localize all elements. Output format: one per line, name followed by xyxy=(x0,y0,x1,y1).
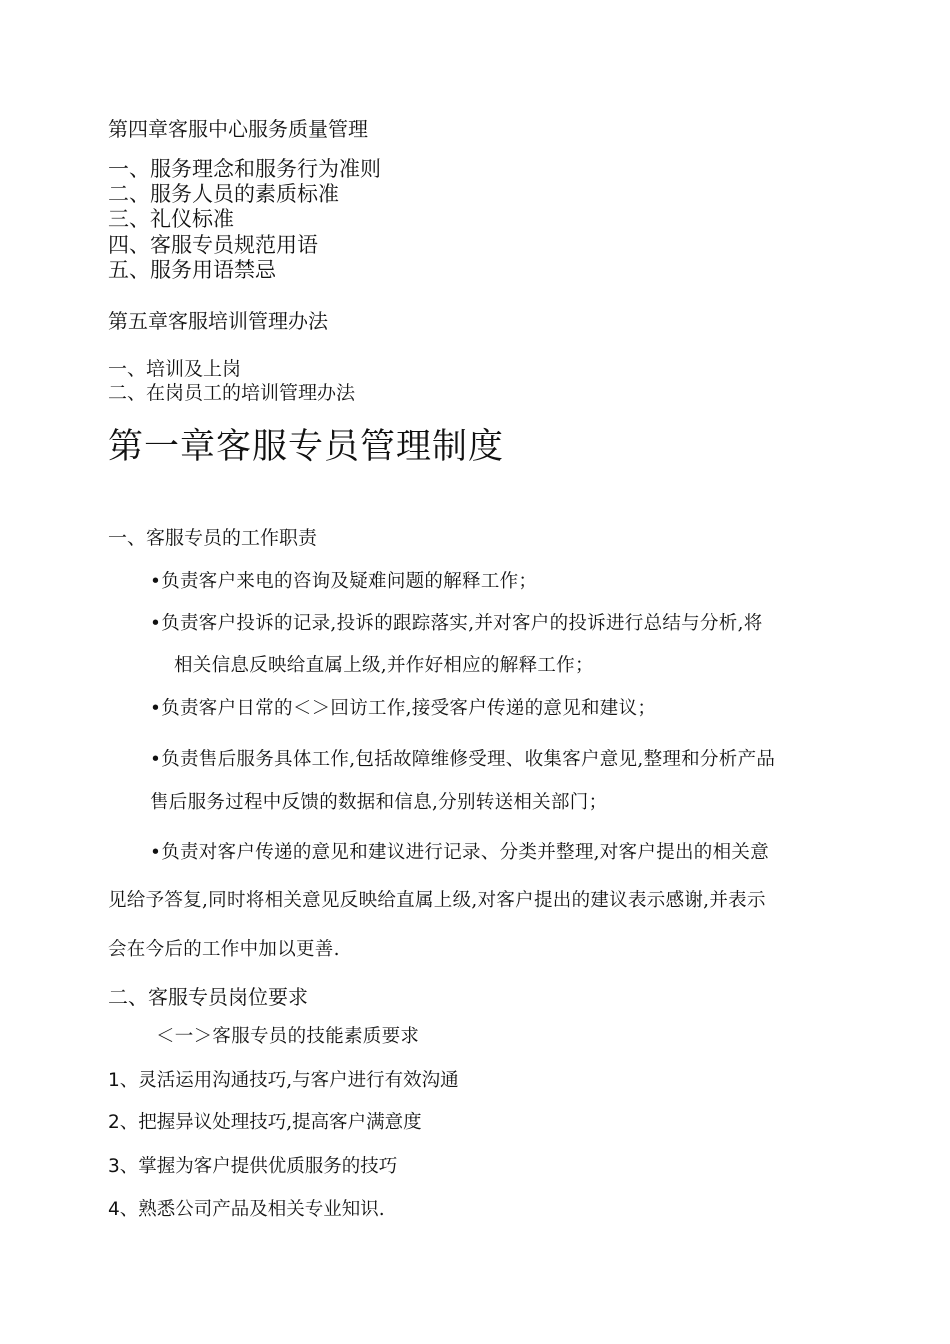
item-text: 、把握异议处理技巧,提高客户满意度 xyxy=(119,1112,422,1133)
toc-item: 二、在岗员工的培训管理办法 xyxy=(108,382,356,404)
toc-item: 三、礼仪标准 xyxy=(108,207,234,231)
duty-line: 会在今后的工作中加以更善. xyxy=(108,939,340,960)
section-heading: 一、客服专员的工作职责 xyxy=(108,527,318,549)
toc-chapter-4: 第四章客服中心服务质量管理 xyxy=(108,117,368,141)
duty-line: 相关信息反映给直属上级,并作好相应的解释工作； xyxy=(174,655,594,676)
toc-item: 一、服务理念和服务行为准则 xyxy=(108,157,381,181)
duty-line: •负责客户日常的＜＞回访工作,接受客户传递的意见和建议； xyxy=(150,698,657,719)
requirement-item xyxy=(108,1066,459,1092)
requirement-item xyxy=(108,1152,397,1178)
item-number: 4 xyxy=(108,1199,120,1220)
toc-chapter-5: 第五章客服培训管理办法 xyxy=(108,309,328,333)
duty-line: •负责客户来电的咨询及疑难问题的解释工作； xyxy=(150,571,538,592)
duty-line: •负责对客户传递的意见和建议进行记录、分类并整理,对客户提出的相关意 xyxy=(150,842,769,863)
toc-item: 四、客服专员规范用语 xyxy=(108,233,318,257)
toc-item: 一、培训及上岗 xyxy=(108,358,242,380)
item-number: 2 xyxy=(108,1112,120,1133)
duty-line: 见给予答复,同时将相关意见反映给直属上级,对客户提出的建议表示感谢,并表示 xyxy=(108,890,766,911)
requirement-item xyxy=(108,1195,385,1221)
item-text: 、灵活运用沟通技巧,与客户进行有效沟通 xyxy=(119,1070,459,1091)
section-heading: 二、客服专员岗位要求 xyxy=(108,985,308,1009)
subsection-heading: ＜一＞客服专员的技能素质要求 xyxy=(156,1026,420,1047)
item-text: 、掌握为客户提供优质服务的技巧 xyxy=(119,1156,398,1177)
duty-line: •负责售后服务具体工作,包括故障维修受理、收集客户意见,整理和分析产品 xyxy=(150,749,776,770)
chapter-title: 第一章客服专员管理制度 xyxy=(108,427,505,467)
requirement-item xyxy=(108,1108,422,1134)
item-text: 、熟悉公司产品及相关专业知识. xyxy=(119,1199,385,1220)
item-number: 3 xyxy=(108,1156,120,1177)
duty-line: 售后服务过程中反馈的数据和信息,分别转送相关部门； xyxy=(150,792,608,813)
item-number: 1 xyxy=(108,1070,120,1091)
toc-item: 五、服务用语禁忌 xyxy=(108,258,276,282)
duty-line: •负责客户投诉的记录,投诉的跟踪落实,并对客户的投诉进行总结与分析,将 xyxy=(150,613,763,634)
toc-item: 二、服务人员的素质标准 xyxy=(108,182,339,206)
